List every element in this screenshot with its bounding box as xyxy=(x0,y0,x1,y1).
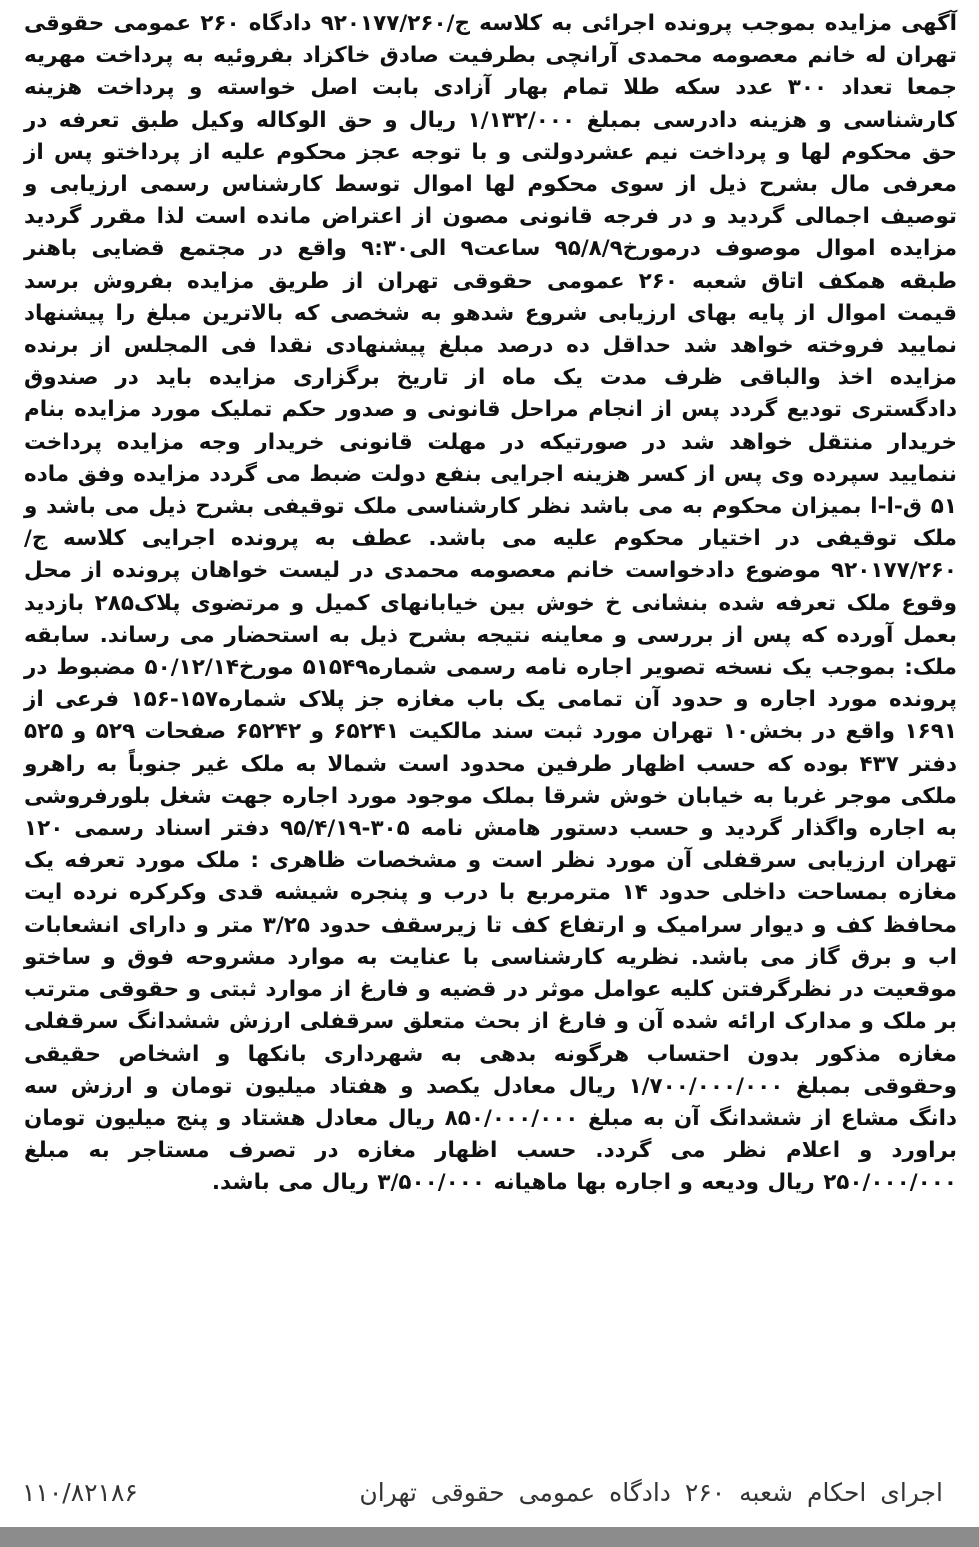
notice-footer xyxy=(22,1470,943,1514)
auction-notice-text: آگهی مزایده بموجب پرونده اجرائی به کلاسه ج/۹۲۰۱۷۷/۲۶۰ دادگاه ۲۶۰ عمومی حقوقی تهران له خانم معصومه محمدی آرانچی بطرفیت صادق خاکزاد بفروئیه به پرداخت مهریه جمعا تعداد ۳۰۰ عدد سکه طلا تمام بهار آزادی بابت اصل خواسته و پرداخت هزینه کارشناسی و هزینه دادرسی بمبلغ ۱/۱۳۲/۰۰۰ ریال و حق الوکاله وکیل طبق تعرفه در حق محکوم لها و پرداخت نیم عشردولتی و با توجه عجز محکوم علیه از پرداختو پس از معرفی مال بشرح ذیل از سوی محکوم لها اموال توسط کارشناس رسمی ارزیابی و توصیف اجمالی گردید و در فرجه قانونی مصون از اعتراض مانده است لذا مقرر گردید مزایده اموال موصوف درمورخ۹۵/۸/۹ ساعت۹ الی۹:۳۰ واقع در مجتمع قضایی باهنر طبقه همکف اتاق شعبه ۲۶۰ عمومی حقوقی تهران از طریق مزایده بفروش برسد قیمت اموال از پایه بهای ارزیابی شروع شدهو به شخصی که بالاترین مبلغ را پیشنهاد نمایید فروخته خواهد شد حداقل ده درصد مبلغ پیشنهادی نقدا فی المجلس از برنده مزایده اخذ والباقی ظرف مدت یک ماه از تاریخ برگزاری مزایده باید در صندوق دادگستری تودیع گردد پس از انجام مراحل قانونی و صدور حکم تملیک مورد مزایده بنام خریدار منتقل خواهد شد در صورتیکه در مهلت قانونی خریدار وجه مزایده پرداخت ننمایید سپرده وی پس از کسر هزینه اجرایی بنفع دولت ضبط می گردد مزایده وفق ماده ۵۱ ق-ا-ا بمیزان محکوم به می باشد نظر کارشناسی ملک توقیفی بشرح ذیل می باشد و ملک توقیفی در اختیار محکوم علیه می باشد. عطف به پرونده اجرایی کلاسه ج/۹۲۰۱۷۷/۲۶۰ موضوع دادخواست خانم معصومه محمدی در لیست خواهان پرونده از محل وقوع ملک تعرفه شده بنشانی خ خوش بین خیابانهای کمیل و مرتضوی پلاک۲۸۵ بازدید بعمل آورده که پس از بررسی و معاینه نتیجه بشرح ذیل به استحضار می رساند. سابقه ملک: بموجب یک نسخه تصویر اجاره نامه رسمی شماره۵۱۵۴۹ مورخ۵۰/۱۲/۱۴ مضبوط در پرونده مورد اجاره و حدود آن تمامی یک باب مغازه جز پلاک شماره۱۵۷-۱۵۶ فرعی از ۱۶۹۱ واقع در بخش۱۰ تهران مورد ثبت سند مالکیت ۶۵۲۴۱ و ۶۵۲۴۲ صفحات ۵۲۹ و ۵۲۵ دفتر ۴۳۷ بوده که حسب اظهار طرفین محدود است شمالا به ملک غیر جنوباً به راهرو ملکی موجر غربا به خیابان خوش شرقا بملک موجود مورد اجاره جهت شغل بلورفروشی به اجاره واگذار گردید و حسب دستور هامش نامه ۳۰۵-۹۵/۴/۱۹ دفتر اسناد رسمی ۱۲۰ تهران ارزیابی سرقفلی آن مورد نظر است و مشخصات ظاهری : ملک مورد تعرفه یک مغازه بمساحت داخلی حدود ۱۴ مترمربع با درب و پنجره شیشه قدی وکرکره نرده ایت محافظ کف و دیوار سرامیک و ارتفاع کف تا زیرسقف حدود ۳/۲۵ متر و دارای انشعابات اب و برق گاز می باشد. نظریه کارشناسی با عنایت به موارد مشروحه فوق و ساختو موقعیت در نظرگرفتن کلیه عوامل موثر در قضیه و فارغ از موارد ثبتی و حقوقی مترتب بر ملک و مدارک ارائه شده آن و فارغ از بحث متعلق سرقفلی ارزش ششدانگ سرقفلی مغازه مذکور بدون احتساب هرگونه بدهی به شهرداری بانکها و اشخاص حقیقی وحقوقی بمبلغ ۱/۷۰۰/۰۰۰/۰۰۰ ریال معادل یکصد و هفتاد میلیون تومان و ارزش سه دانگ مشاع از ششدانگ آن به مبلغ ۸۵۰/۰۰۰/۰۰۰ ریال معادل هشتاد و پنج میلیون تومان براورد و اعلام نظر می گردد. حسب اظهار مغازه در تصرف مستاجر به مبلغ ۲۵۰/۰۰۰/۰۰۰ ریال ودیعه و اجاره بها ماهیانه ۳/۵۰۰/۰۰۰ ریال می باشد. xyxy=(24,11,958,1196)
issuer-name: اجرای احکام شعبه ۲۶۰ دادگاه عمومی حقوقی تهران xyxy=(359,1477,943,1507)
bottom-divider-bar xyxy=(0,1527,979,1547)
notice-code: ۱۱۰/۸۲۱۸۶ xyxy=(22,1477,138,1507)
